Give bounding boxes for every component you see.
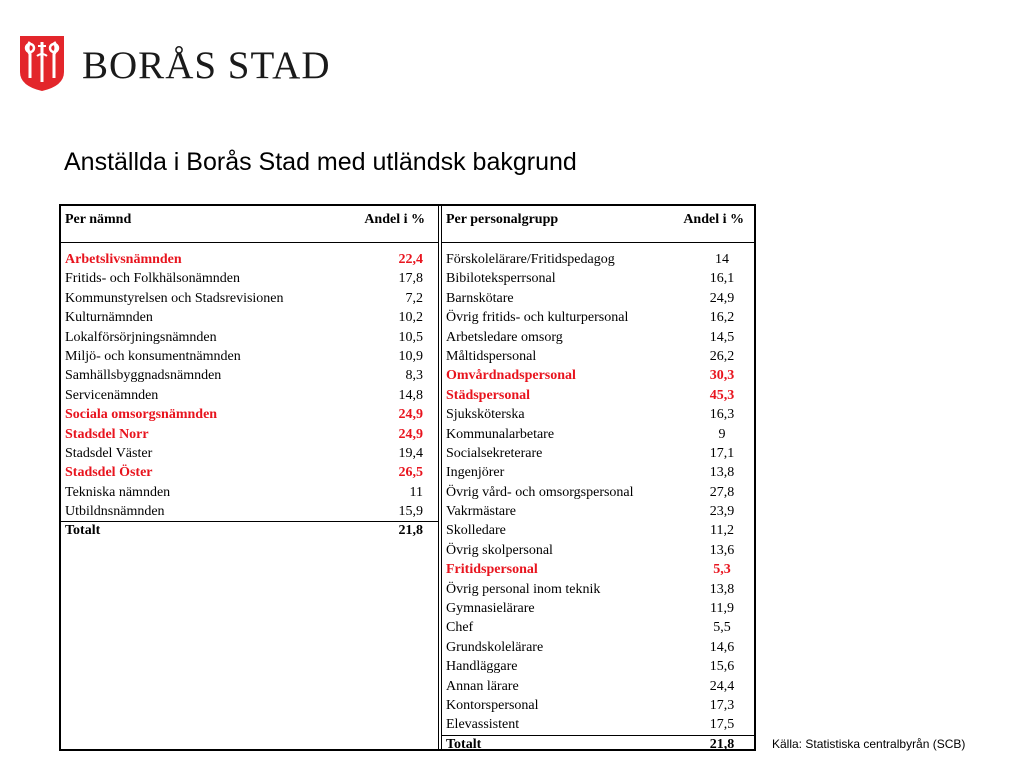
row-value: 17,8 [398,271,423,287]
row-label: Grundskolelärare [446,639,544,655]
row-value: 7,2 [405,290,423,306]
table-header [442,206,754,243]
table-row [442,366,754,385]
per-namnd-column [61,206,439,749]
row-value: 11,2 [710,523,734,539]
row-value: 16,3 [709,407,735,423]
row-label: Måltidspersonal [446,348,537,364]
table-row [61,386,439,405]
row-label: Miljö- och konsumentnämnden [65,348,241,364]
borås-stad-logo [18,34,331,92]
table-row [442,405,754,424]
row-label: Kommunalarbetare [446,426,555,442]
row-label: Totalt [65,523,101,539]
row-value: 24,9 [398,426,423,442]
row-label: Kulturnämnden [65,310,153,326]
table-row [61,289,439,308]
row-label: Övrig skolpersonal [446,542,553,558]
table-row [61,483,439,502]
row-value: 24,9 [709,290,735,306]
row-label: Kommunstyrelsen och Stadsrevisionen [65,290,284,306]
table-row [442,250,754,269]
table-row [61,328,439,347]
row-value: 9 [718,426,726,442]
brand-name: BORÅS STAD [82,43,331,87]
row-label: Samhällsbyggnadsnämnden [65,368,222,384]
row-value: 5,5 [713,620,731,636]
row-label: Socialsekreterare [446,445,543,461]
row-label: Tekniska nämnden [65,484,171,500]
row-label: Skolledare [446,523,506,539]
row-value: 5,3 [713,562,731,578]
row-label: Stadsdel Öster [65,465,153,481]
row-value: 16,1 [709,271,735,287]
row-label: Lokalförsörjningsnämnden [65,329,217,345]
row-label: Servicenämnden [65,387,159,403]
row-label: Chef [446,620,474,636]
table-row [61,269,439,288]
table-row [442,463,754,482]
table-row [61,444,439,463]
row-label: Bibiloteksperrsonal [446,271,556,287]
table-row [442,289,754,308]
row-label: Arbetslivsnämnden [65,252,182,267]
row-value: 21,8 [709,736,735,752]
table-row [442,638,754,657]
table-row [442,696,754,715]
row-label: Ingenjörer [446,465,505,481]
row-value: 22,4 [398,252,423,267]
row-value: 17,1 [709,445,735,461]
table-row [442,618,754,637]
header-value: Andel i % [683,212,744,227]
row-label: Omvårdnadspersonal [446,368,576,384]
table-row [61,250,439,269]
table-row [61,502,439,521]
row-label: Arbetsledare omsorg [446,329,563,345]
table-row [442,677,754,696]
total-row [61,521,439,540]
row-value: 21,8 [398,523,423,539]
row-value: 17,5 [709,717,735,733]
row-label: Stadsdel Väster [65,445,153,461]
table-row [442,521,754,540]
row-value: 15,6 [709,659,735,675]
table-row [442,580,754,599]
row-value: 13,8 [709,581,735,597]
table-row [61,366,439,385]
table-row [442,560,754,579]
header-label: Per personalgrupp [446,212,559,227]
table-row [61,347,439,366]
row-label: Övrig fritids- och kulturpersonal [446,310,629,326]
row-value: 10,2 [398,310,423,326]
row-value: 14,6 [709,639,735,655]
row-label: Totalt [446,736,482,752]
row-label: Handläggare [446,659,518,675]
row-value: 11 [409,484,423,500]
row-label: Annan lärare [446,678,519,694]
header-value: Andel i % [364,212,425,227]
row-value: 23,9 [709,504,735,520]
row-label: Vakrmästare [446,504,516,520]
row-value: 45,3 [709,387,735,403]
table-row [442,715,754,734]
table-row [442,328,754,347]
row-value: 10,5 [398,329,423,345]
table-row [442,541,754,560]
row-value: 13,8 [709,465,735,481]
row-label: Fritids- och Folkhälsonämnden [65,271,240,287]
table-row [61,405,439,424]
row-label: Stadsdel Norr [65,426,149,442]
total-divider [61,521,439,522]
row-label: Elevassistent [446,717,520,733]
row-label: Städspersonal [446,387,531,403]
table-row [442,444,754,463]
row-label: Utbildnsnämnden [65,504,165,520]
table-row [442,347,754,366]
row-value: 24,4 [709,678,735,694]
row-value: 26,2 [709,348,735,364]
row-value: 15,9 [398,504,423,520]
statistics-table [59,204,756,751]
table-row [442,425,754,444]
row-value: 27,8 [709,484,735,500]
row-value: 14,5 [709,329,735,345]
table-row [442,386,754,405]
table-row [442,502,754,521]
row-value: 16,2 [709,310,735,326]
total-row [442,735,754,754]
row-value: 26,5 [398,465,423,481]
table-row [61,425,439,444]
row-value: 24,9 [398,407,423,423]
row-label: Sjuksköterska [446,407,525,423]
row-value: 13,6 [709,542,735,558]
table-row [442,483,754,502]
row-label: Gymnasielärare [446,601,535,617]
row-value: 10,9 [398,348,423,364]
row-label: Övrig personal inom teknik [446,581,601,597]
row-value: 14,8 [398,387,423,403]
row-label: Övrig vård- och omsorgspersonal [446,484,634,500]
header-label: Per nämnd [65,212,132,227]
row-value: 11,9 [710,601,734,617]
table-row [442,599,754,618]
source-note: Källa: Statistiska centralbyrån (SCB) [772,737,966,751]
row-label: Barnskötare [446,290,514,306]
table-row [61,308,439,327]
row-value: 14 [715,252,729,267]
row-value: 17,3 [709,697,735,713]
row-value: 19,4 [398,445,423,461]
per-personalgrupp-column [442,206,754,752]
row-value: 30,3 [709,368,735,384]
table-row [442,657,754,676]
table-row [442,269,754,288]
row-label: Fritidspersonal [446,562,538,578]
table-row [442,308,754,327]
row-label: Förskolelärare/Fritidspedagog [446,252,615,267]
row-label: Kontorspersonal [446,697,539,713]
row-label: Sociala omsorgsnämnden [65,407,218,423]
table-rows [442,250,754,754]
table-header [61,206,439,243]
slide-title: Anställda i Borås Stad med utländsk bakgrund [64,148,577,176]
table-rows [61,250,439,541]
table-row [61,463,439,482]
crest-icon [18,34,66,92]
row-value: 8,3 [405,368,423,384]
